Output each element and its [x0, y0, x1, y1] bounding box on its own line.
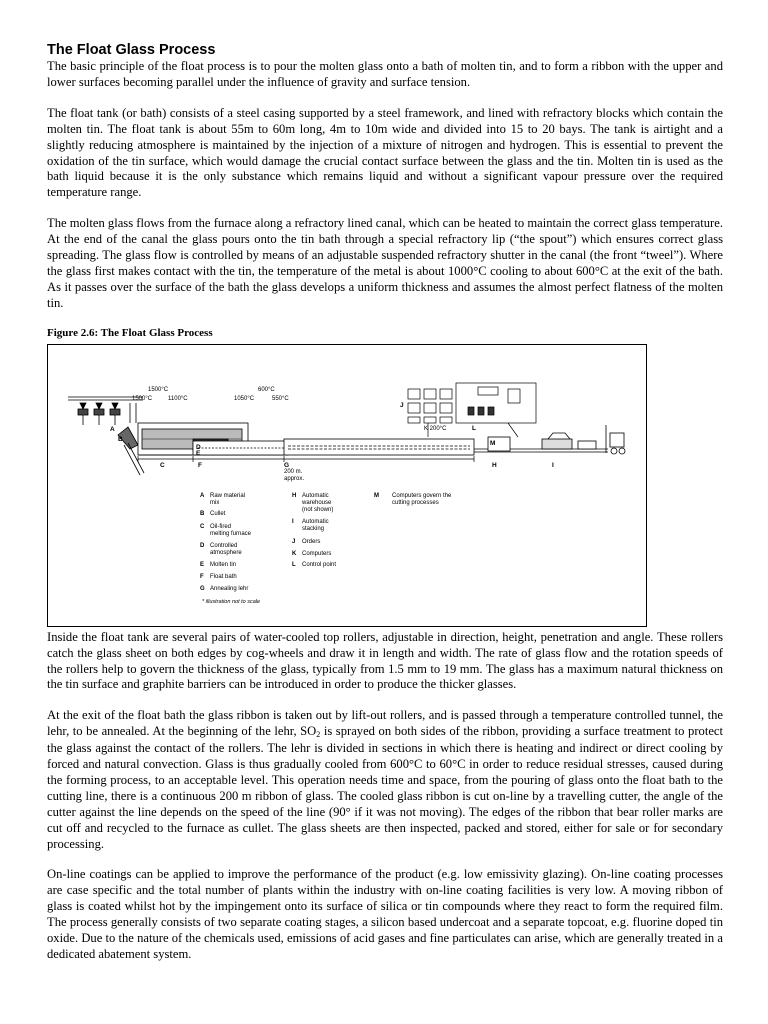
legend-key: H — [292, 492, 297, 499]
figure-caption: Figure 2.6: The Float Glass Process — [47, 326, 213, 339]
paragraph-2: The float tank (or bath) consists of a steel casing supported by a steel framework, and lined with refractory blocks which contain the molten tin. The float tank is about 55m to 60m long, 4m to 10m wide and divided into 15 to 20 bays. The tank is airtight and a slightly reducing atmosphere is maintained by the injection of a mixture of nitrogen and hydrogen. This is essential to prevent the oxidation of the tin surface, which would damage the crucial contact surface between the glass and the tin. Molten tin is used as the bath liquid because it is the only substance which remains liquid and without a significant vapour pressure over the required temperature range. — [47, 105, 723, 200]
ribbon-length-dimension — [138, 456, 474, 462]
temp-1050: 1050°C — [234, 395, 255, 402]
legend-col-2 — [292, 493, 336, 568]
so2-subscript: 2 — [316, 730, 321, 740]
legend-text: Computers — [302, 550, 332, 557]
legend-text: Oil-fired — [210, 523, 232, 530]
temp-550: 550°C — [272, 395, 289, 402]
paragraph-5-part-a: At the exit of the float bath the glass ribbon is taken out by lift-out rollers, and is passed through a temperature controlled tunnel, the lehr, to be annealed. At the beginning of the lehr, SO — [47, 708, 723, 739]
float-bath-icon — [193, 441, 288, 455]
legend-text: cutting processes — [392, 499, 439, 506]
legend-text: stacking — [302, 525, 325, 532]
legend-key: E — [200, 561, 205, 568]
legend-key: F — [200, 573, 204, 580]
label-l: L — [472, 424, 476, 432]
legend-text: Automatic — [302, 492, 329, 499]
length-label-1: 200 m. — [284, 468, 303, 475]
legend-text: mix — [210, 499, 220, 506]
legend-key: C — [200, 523, 205, 530]
legend-key: J — [292, 538, 296, 545]
legend-key: L — [292, 561, 296, 568]
legend-key: I — [292, 518, 294, 525]
legend-text: Raw material — [210, 492, 246, 499]
temp-1100: 1100°C — [168, 395, 188, 402]
figure-float-glass-process — [47, 344, 647, 627]
label-e: E — [196, 449, 201, 457]
temp-1500-top: 1500°C — [148, 386, 169, 393]
document-page — [47, 42, 723, 978]
label-g: G — [284, 461, 290, 469]
paragraph-1: The basic principle of the float process is to pour the molten glass onto a bath of molten tin, and to form a ribbon with the upper and lower surfaces becoming parallel under the influence of gravity and surface tension. — [47, 59, 723, 89]
temp-1500-low: 1500°C — [132, 395, 153, 402]
label-c: C — [160, 461, 165, 469]
label-m: M — [490, 439, 496, 447]
legend-text: Molten tin — [210, 561, 237, 568]
legend-text: warehouse — [302, 499, 332, 506]
legend-key: B — [200, 510, 205, 517]
legend-text: (not shown) — [302, 506, 334, 513]
legend-text: Float bath — [210, 573, 237, 580]
paragraph-5 — [47, 708, 723, 852]
legend-key: G — [200, 585, 205, 592]
legend-col-3 — [374, 493, 452, 506]
temp-k-200: K 200°C — [424, 425, 447, 432]
annealing-lehr-icon — [284, 439, 474, 455]
paragraph-4: Inside the float tank are several pairs of water-cooled top rollers, adjustable in direction, height, penetration and angle. These rollers catch the glass sheet on both edges by cog-wheels and draw it in length and width. The rate of glass flow and the rotation speeds of the rollers help to govern the thickness of the glass, typically from 1.5 mm to 19 mm. The glass has a maximum natural thickness on the tin surface and graphite barriers can be introduced in order to produce the thicker glasses. — [47, 629, 723, 692]
label-d: D — [196, 443, 201, 451]
label-b: B — [118, 435, 123, 443]
label-f: F — [198, 461, 202, 469]
computer-terminals-icon — [408, 389, 452, 423]
legend-key: M — [374, 492, 379, 499]
legend-text: atmosphere — [210, 549, 242, 556]
paragraph-5-part-b: is sprayed on both sides of the ribbon, providing a surface treatment to protect the glass against the contact of the rollers. The lehr is divided in sections in which there is heating and indirect or direct cooling by forced and natural convection. Glass is thus gradually cooled from 600°C to 60°C in order to reduce residual stresses, caused during the forming process, to an acceptable level. This operation needs time and space, from the pouring of glass onto the float bath to the cutting line, there is a continuous 200 m ribbon of glass. The cooled glass ribbon is cut on-line by a travelling cutter, the angle of the cutter against the line depends on the speed of the line (90° if it was not moving). The edges of the ribbon that bear roller marks are cut off and recycled to the furnace as cullet. The glass sheets are then inspected, packed and stored, either for sale or for secondary processing. — [47, 724, 724, 851]
legend-text: melting furnace — [210, 530, 252, 537]
label-a: A — [110, 425, 115, 433]
legend-key: A — [200, 492, 205, 499]
label-h: H — [492, 461, 497, 469]
temp-600: 600°C — [258, 386, 275, 393]
legend-text: Orders — [302, 538, 321, 545]
process-diagram — [48, 345, 648, 628]
label-i: I — [552, 461, 554, 469]
scale-note: * illustration not to scale — [202, 598, 261, 605]
legend-text: Control point — [302, 561, 337, 568]
paragraph-6: On-line coatings can be applied to improve the performance of the product (e.g. low emissivity glazing). On-line coating processes are case specific and the total number of plants within the industry with on-line coating facilities is very low. A moving ribbon of glass is coated whilst hot by the impingement onto its surface of silica or tin compounds where they react to form the required film. The process generally consists of two separate coating stages, a silicon based undercoat and a separate topcoat, e.g. fluorine doped tin oxide. Due to the nature of the chemicals used, emissions of acid gases and fine particulates can arise, which are generally treated in a dedicated abatement system. — [47, 867, 723, 961]
page-title: The Float Glass Process — [47, 42, 216, 58]
legend-key: K — [292, 550, 297, 557]
label-j: J — [400, 401, 404, 409]
legend-col-1 — [200, 493, 252, 592]
legend-key: D — [200, 542, 205, 549]
legend-text: Cullet — [210, 510, 226, 517]
legend-text: Controlled — [210, 542, 238, 549]
length-label-2: approx. — [284, 475, 305, 482]
legend-text: Annealing lehr — [210, 585, 249, 592]
forklift-icon — [606, 425, 625, 454]
legend-text: Computers govern the — [392, 492, 452, 499]
legend-text: Automatic — [302, 518, 329, 525]
paragraph-3: The molten glass flows from the furnace along a refractory lined canal, which can be heated to maintain the correct glass temperature. At the end of the canal the glass pours onto the tin bath through a special refractory lip (“the spout”) which ensures correct glass spreading. The glass flow is controlled by means of an adjustable suspended refractory shutter in the canal (the front “tweel”). Where the glass first makes contact with the tin, the temperature of the metal is about 1000°C cooling to about 600°C at the exit of the bath. As it passes over the surface of the bath the glass develops a uniform thickness and assumes the almost perfect flatness of the molten tin. — [47, 216, 723, 310]
